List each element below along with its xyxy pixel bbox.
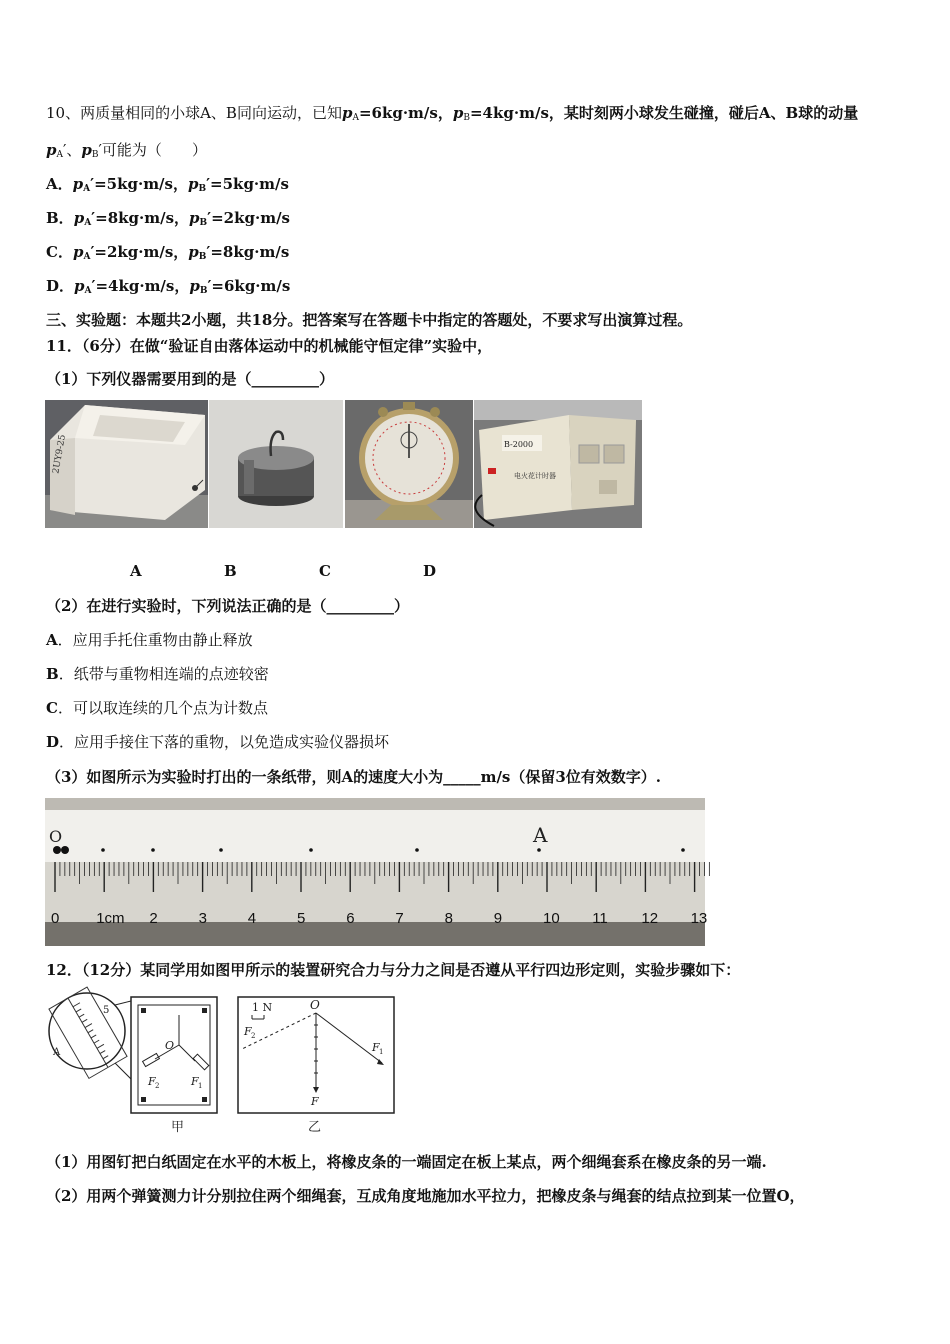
option-letter: A bbox=[46, 631, 58, 649]
tape-dot bbox=[101, 848, 105, 852]
yi-f2-sub: 2 bbox=[251, 1032, 256, 1040]
scale-number: 5 bbox=[103, 1005, 110, 1016]
ruler-tick-label: 10 bbox=[543, 910, 560, 927]
option-text: ．可以取连续的几个点为计数点 bbox=[57, 699, 268, 717]
jia-f2-sub: 2 bbox=[155, 1082, 160, 1090]
option-pA: p bbox=[72, 175, 84, 193]
ruler-tick-label: 11 bbox=[592, 910, 608, 927]
section3-heading: 三、实验题：本题共2小题，共18分。把答案写在答题卡中指定的答题处，不要求写出演算过程。 bbox=[46, 311, 693, 329]
q12-step2: （2）用两个弹簧测力计分别拉住两个细绳套，互成角度地施加水平拉力，把橡皮条与绳套的结点拉到某一位置O， bbox=[46, 1187, 805, 1205]
q10-stem-line1 bbox=[46, 103, 858, 128]
jia-point-o: O bbox=[165, 1039, 175, 1052]
option-pA-sub: A bbox=[83, 184, 91, 194]
tape-dot bbox=[151, 848, 155, 852]
option-pB-sub: B bbox=[199, 218, 208, 228]
svg-text:2UY9-25: 2UY9-25 bbox=[51, 433, 69, 475]
option-pB-sub: B bbox=[198, 252, 207, 262]
option-b-val: ′=6kg·m/s bbox=[207, 277, 291, 295]
option-pA: p bbox=[72, 243, 84, 261]
tape-dot bbox=[61, 846, 69, 854]
photo-a-box bbox=[45, 400, 208, 528]
ruler-tick-label: 1cm bbox=[96, 910, 125, 927]
option-b-val: ′=2kg·m/s bbox=[207, 209, 290, 227]
option-letter: A． bbox=[46, 175, 73, 193]
ruler-tick-label: 0 bbox=[51, 910, 60, 927]
tape-dot bbox=[53, 846, 61, 854]
option-letter: B． bbox=[46, 209, 74, 227]
ruler-tick-label: 9 bbox=[493, 910, 503, 927]
q11-option-a bbox=[46, 630, 253, 650]
option-letter: D． bbox=[46, 277, 75, 295]
q10-stem-end: ′可能为（ ） bbox=[98, 141, 207, 159]
ruler-tick-label: 2 bbox=[149, 910, 158, 927]
timer-code: B-2000 bbox=[504, 440, 534, 449]
q12-step1: （1）用图钉把白纸固定在水平的木板上，将橡皮条的一端固定在板上某点，两个细绳套系在橡皮条的另一端. bbox=[46, 1153, 767, 1171]
yi-f2: F bbox=[244, 1025, 252, 1038]
option-pB-sub: B bbox=[199, 286, 208, 296]
weight-illustration bbox=[209, 400, 343, 528]
option-pB-sub: B bbox=[198, 184, 207, 194]
option-a-val: ′=2kg·m/s， bbox=[90, 243, 189, 261]
timer-label: 电火花计时器 bbox=[514, 472, 556, 480]
q12-stem: 12．（12分）某同学用如图甲所示的装置研究合力与分力之间是否遵从平行四边形定则，实验步骤如下： bbox=[46, 961, 741, 979]
figure-jia bbox=[45, 993, 230, 1138]
q11-part1: （1）下列仪器需要用到的是（_________） bbox=[46, 370, 334, 388]
pA-prime-symbol: p bbox=[46, 141, 57, 159]
jia-f1: F bbox=[191, 1075, 199, 1088]
jia-f1-sub: 1 bbox=[198, 1082, 203, 1090]
stopwatch-illustration bbox=[345, 400, 473, 528]
option-letter: C bbox=[46, 699, 58, 717]
q10-option-c bbox=[46, 242, 289, 267]
option-a-val: ′=5kg·m/s， bbox=[90, 175, 188, 193]
q11-stem: 11．（6分）在做“验证自由落体运动中的机械能守恒定律”实验中， bbox=[46, 337, 493, 355]
option-text: ．纸带与重物相连端的点迹较密 bbox=[58, 665, 269, 683]
tape-dot bbox=[309, 848, 313, 852]
option-a-val: ′=8kg·m/s， bbox=[91, 209, 190, 227]
yi-f: F bbox=[311, 1095, 319, 1108]
tape-dot bbox=[537, 848, 541, 852]
option-pA: p bbox=[74, 277, 85, 295]
pB-symbol: p bbox=[452, 104, 464, 122]
figure-jia-svg bbox=[45, 993, 230, 1138]
q11-option-b bbox=[46, 664, 269, 684]
pB-sub: B bbox=[463, 113, 470, 123]
option-pB: p bbox=[189, 277, 200, 295]
yi-scale: 1 N bbox=[252, 1001, 273, 1014]
point-a-label: A bbox=[533, 823, 548, 847]
photo-b-weight bbox=[209, 400, 343, 528]
ruler-tick-label: 3 bbox=[198, 910, 207, 927]
label-d: D bbox=[423, 562, 437, 580]
q10-sep: ′、 bbox=[63, 141, 82, 159]
tape-dot bbox=[415, 848, 419, 852]
q10-option-b bbox=[46, 208, 290, 233]
q10-option-a bbox=[46, 174, 289, 199]
option-pA-sub: A bbox=[84, 286, 92, 296]
pB-value: =4kg·m/s，某时刻两小球发生碰撞，碰后A、B球的动量 bbox=[469, 104, 859, 122]
q11-part3: （3）如图所示为实验时打出的一条纸带，则A的速度大小为_____m/s（保留3位有效数字）. bbox=[46, 768, 662, 786]
label-a: A bbox=[130, 562, 142, 580]
tape-ruler-photo bbox=[45, 798, 708, 946]
option-pA: p bbox=[73, 209, 85, 227]
option-pA-sub: A bbox=[83, 252, 91, 262]
option-pB: p bbox=[189, 209, 200, 227]
ruler-tick-label: 6 bbox=[346, 910, 355, 927]
ruler-tick-label: 8 bbox=[444, 910, 453, 927]
fig-label-yi: 乙 bbox=[308, 1120, 322, 1135]
option-text: ．应用手接住下落的重物，以免造成实验仪器损坏 bbox=[59, 733, 390, 751]
q10-stem-text: 10、两质量相同的小球A、B同向运动，已知 bbox=[46, 104, 342, 122]
option-a-val: ′=4kg·m/s， bbox=[91, 277, 190, 295]
yi-f1: F bbox=[372, 1041, 380, 1054]
photo-c-stopwatch bbox=[345, 400, 473, 528]
tape-dot bbox=[219, 848, 223, 852]
q11-part2: （2）在进行实验时，下列说法正确的是（_________） bbox=[46, 597, 409, 615]
scale-letter: A bbox=[53, 1047, 61, 1058]
option-letter: D bbox=[46, 733, 60, 751]
ruler-tick-label: 12 bbox=[641, 910, 659, 927]
tape-dot bbox=[681, 848, 685, 852]
pA-value: =6kg·m/s， bbox=[358, 104, 453, 122]
ruler-tick-label: 7 bbox=[395, 910, 404, 927]
timer-illustration bbox=[474, 400, 642, 528]
option-letter: B bbox=[46, 665, 59, 683]
option-pB: p bbox=[188, 243, 199, 261]
label-c: C bbox=[319, 562, 331, 580]
option-letter: C． bbox=[46, 243, 73, 261]
option-pA-sub: A bbox=[84, 218, 92, 228]
q10-option-d bbox=[46, 276, 290, 301]
pA-prime-sub: A bbox=[56, 150, 63, 160]
ruler-tick-label: 4 bbox=[247, 910, 257, 927]
figure-yi bbox=[236, 993, 396, 1138]
label-b: B bbox=[224, 562, 237, 580]
yi-f1-sub: 1 bbox=[379, 1048, 384, 1056]
option-pB: p bbox=[187, 175, 199, 193]
option-text: ．应用手托住重物由静止释放 bbox=[57, 631, 253, 649]
ruler-tick-label: 5 bbox=[297, 910, 306, 927]
pB-prime-sub: B bbox=[91, 150, 99, 160]
pA-symbol: p bbox=[341, 104, 353, 122]
fig-label-jia: 甲 bbox=[171, 1120, 185, 1135]
option-b-val: ′=5kg·m/s bbox=[206, 175, 289, 193]
ruler-svg bbox=[45, 798, 708, 946]
pB-prime-symbol: p bbox=[81, 141, 92, 159]
pA-sub: A bbox=[352, 113, 359, 123]
q11-option-d bbox=[46, 732, 389, 752]
option-b-val: ′=8kg·m/s bbox=[206, 243, 290, 261]
origin-label: O bbox=[49, 827, 63, 846]
box-illustration bbox=[45, 400, 208, 528]
q10-stem-line2 bbox=[46, 140, 207, 165]
photo-d-timer bbox=[474, 400, 642, 528]
yi-point-o: O bbox=[310, 998, 320, 1012]
ruler-tick-label: 13 bbox=[690, 910, 708, 927]
q11-option-c bbox=[46, 698, 268, 718]
jia-f2: F bbox=[148, 1075, 156, 1088]
figure-yi-svg bbox=[236, 993, 396, 1138]
